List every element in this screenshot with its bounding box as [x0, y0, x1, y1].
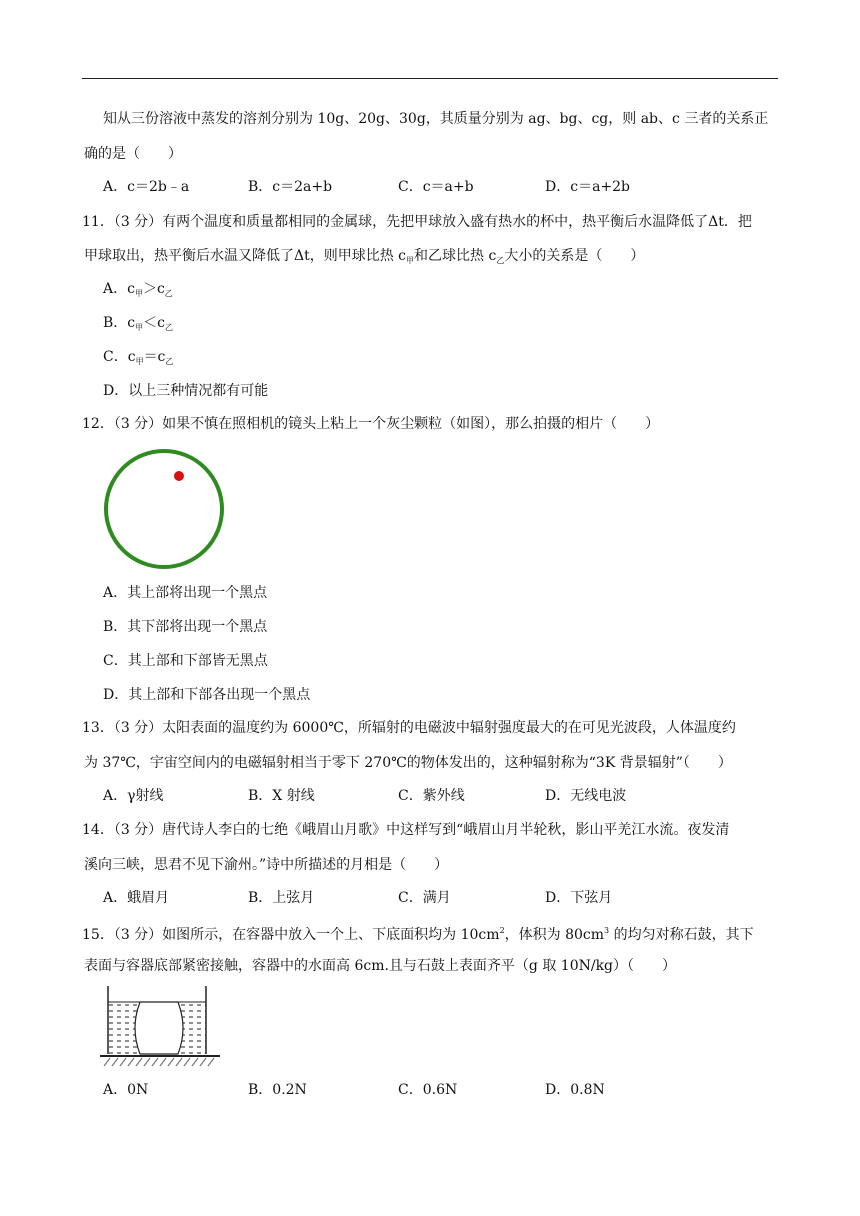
q14-stem-line1: 14．（3 分）唐代诗人李白的七绝《峨眉山月歌》中这样写到“峨眉山月半轮秋，影山平羌江水流。夜发清 [82, 822, 730, 838]
q13-option-b: B．X 射线 [248, 788, 315, 804]
q15-stem-line2: 表面与容器底部紧密接触，容器中的水面高 6cm.且与石鼓上表面齐平（g 取 10N/kg）（ ） [84, 958, 677, 974]
q14-stem-line2: 溪向三峡，思君不见下渝州。”诗中所描述的月相是（ ） [84, 857, 449, 873]
q11-stem-line1: 11．（3 分）有两个温度和质量都相同的金属球，先把甲球放入盛有热水的杯中，热平衡后水温降低了Δt．把 [82, 214, 752, 230]
q11-stem-line2: 甲球取出，热平衡后水温又降低了Δt，则甲球比热 $c_甲$和乙球比热 $c_乙$大小的关系是（ ） [84, 248, 645, 265]
q15-option-d: D．0.8N [545, 1082, 605, 1098]
q13-stem-line1: 13．（3 分）太阳表面的温度约为 6000℃，所辐射的电磁波中辐射强度最大的在可见光波段，人体温度约 [82, 720, 736, 736]
q10-option-c: C．c＝a+b [398, 179, 474, 195]
q11-option-d: D．以上三种情况都有可能 [103, 383, 269, 399]
q15-stem-line1: 15．（3 分）如图所示，在容器中放入一个上、下底面积均为 $10cm^2$，体积为 $80cm^3$ 的均匀对称石鼓，其下 [82, 926, 754, 943]
q10-stem-line1: 知从三份溶液中蒸发的溶剂分别为 10g、20g、30g，其质量分别为 ag、bg、cg，则 ab、c 三者的关系正 [103, 111, 769, 127]
q11-option-a: A．$c_甲>c_乙$ [103, 281, 173, 298]
q13-option-d: D．无线电波 [545, 788, 627, 804]
q11-option-c: C．$c_甲=c_乙$ [103, 349, 174, 366]
q10-option-d: D．c＝a+2b [545, 179, 631, 195]
q15-option-c: C．0.6N [398, 1082, 458, 1098]
q13-stem-line2: 为 37℃，宇宙空间内的电磁辐射相当于零下 270℃的物体发出的，这种辐射称为“3K 背景辐射”（ ） [84, 755, 732, 771]
lens-circle [106, 451, 222, 567]
q13-option-c: C．紫外线 [398, 788, 465, 804]
q14-option-d: D．下弦月 [545, 890, 613, 906]
q11-option-b: B．$c_甲<c_乙$ [103, 315, 173, 332]
q10-stem-line2: 确的是（ ） [84, 146, 182, 162]
q12-option-b: B．其下部将出现一个黑点 [103, 619, 268, 635]
q15-option-a: A．0N [103, 1082, 149, 1098]
ground-hatching [104, 1058, 214, 1066]
q12-option-d: D．其上部和下部各出现一个黑点 [103, 687, 311, 703]
q10-option-a: A．c＝2b﹣a [103, 179, 190, 195]
q12-option-c: C．其上部和下部皆无黑点 [103, 653, 268, 669]
q14-option-c: C．满月 [398, 890, 451, 906]
q10-option-b: B．c＝2a+b [248, 179, 333, 195]
header-rule [82, 78, 778, 79]
dust-particle [174, 471, 184, 481]
q12-stem: 12．（3 分）如果不慎在照相机的镜头上粘上一个灰尘颗粒（如图），那么拍摄的相片（ ） [82, 416, 660, 432]
container-stone-drum-figure [100, 984, 222, 1068]
q14-option-b: B．上弦月 [248, 890, 315, 906]
camera-lens-figure [100, 446, 230, 574]
q14-option-a: A．蛾眉月 [103, 890, 170, 906]
q15-option-b: B．0.2N [248, 1082, 307, 1098]
q12-option-a: A．其上部将出现一个黑点 [103, 585, 268, 601]
q13-option-a: A．γ射线 [103, 788, 164, 804]
stone-drum [135, 1002, 183, 1054]
